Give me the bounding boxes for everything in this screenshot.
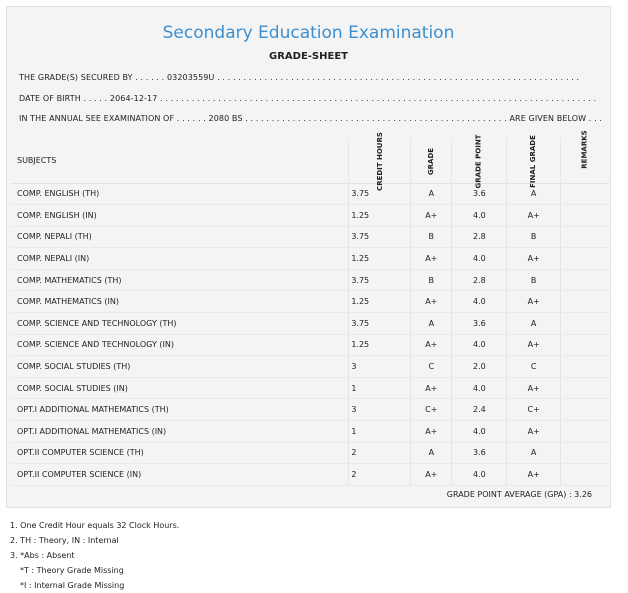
table-row [11,421,609,443]
credit-hours-cell: 1 [349,377,411,399]
subject-cell: COMP. NEPALI (IN) [11,248,349,270]
grade-point-cell: 4.0 [452,248,507,270]
footnotes [10,518,179,593]
remarks-cell [561,377,609,399]
credit-hours-cell: 1.25 [349,291,411,313]
subject-cell: COMP. SOCIAL STUDIES (IN) [11,377,349,399]
grade-point-cell: 4.0 [452,334,507,356]
grade-point-cell: 4.0 [452,291,507,313]
header-grade: GRADE [426,147,435,175]
table-row [11,313,609,335]
final-grade-cell: A [507,183,561,205]
grade-cell: A [411,313,452,335]
table-row [11,226,609,248]
header-final-grade: FINAL GRADE [529,134,538,188]
grade-point-cell: 4.0 [452,421,507,443]
final-grade-cell: B [507,226,561,248]
grade-cell: C+ [411,399,452,421]
grade-point-cell: 4.0 [452,205,507,227]
remarks-cell [561,313,609,335]
remarks-cell [561,334,609,356]
student-symbol-line: THE GRADE(S) SECURED BY . . . . . . 03203559U . . . . . . . . . . . . . . . . . . . . . . . . . . . . . . . . . . . . . . . . . . . . . . . . . . . . . . . . . . . . . . . . . . . . . [19,73,580,82]
subject-cell: OPT.I ADDITIONAL MATHEMATICS (TH) [11,399,349,421]
grade-cell: A+ [411,377,452,399]
grade-cell: A+ [411,464,452,486]
subject-cell: COMP. SCIENCE AND TECHNOLOGY (TH) [11,313,349,335]
remarks-cell [561,183,609,205]
grade-cell: B [411,269,452,291]
final-grade-cell: A [507,442,561,464]
remarks-cell [561,356,609,378]
grades-table [11,130,609,486]
grade-cell: A+ [411,334,452,356]
table-row [11,442,609,464]
remarks-cell [561,248,609,270]
subject-cell: OPT.I ADDITIONAL MATHEMATICS (IN) [11,421,349,443]
grade-cell: A [411,183,452,205]
table-row [11,377,609,399]
header-credit-hours: CREDIT HOURS [376,131,385,191]
final-grade-cell: A+ [507,205,561,227]
credit-hours-cell: 3.75 [349,226,411,248]
table-row [11,248,609,270]
note-item: 3. *Abs : Absent [10,551,75,560]
credit-hours-cell: 1.25 [349,248,411,270]
header-subjects: SUBJECTS [11,138,349,183]
subject-cell: COMP. ENGLISH (IN) [11,205,349,227]
remarks-cell [561,205,609,227]
grade-point-cell: 3.6 [452,183,507,205]
date-of-birth-line: DATE OF BIRTH . . . . . 2064-12-17 . . . . . . . . . . . . . . . . . . . . . . . . . . . . . . . . . . . . . . . . . . . . . . . . . . . . . . . . . . . . . . . . . . . . . . . . . . . . . . . . . . . [19,94,597,103]
remarks-cell [561,399,609,421]
grade-point-cell: 2.8 [452,226,507,248]
subject-cell: COMP. SCIENCE AND TECHNOLOGY (IN) [11,334,349,356]
grade-cell: A+ [411,205,452,227]
table-row [11,334,609,356]
final-grade-cell: C+ [507,399,561,421]
grade-point-cell: 4.0 [452,464,507,486]
remarks-cell [561,464,609,486]
note-item: 1. One Credit Hour equals 32 Clock Hours. [10,521,180,530]
grade-sheet-heading: GRADE-SHEET [269,51,348,62]
table-row [11,183,609,205]
final-grade-cell: A+ [507,291,561,313]
note-item: 2. TH : Theory, IN : Internal [10,536,119,545]
credit-hours-cell: 2 [349,442,411,464]
final-grade-cell: A+ [507,248,561,270]
grade-cell: A+ [411,421,452,443]
credit-hours-cell: 3 [349,356,411,378]
grade-cell: A+ [411,248,452,270]
final-grade-cell: C [507,356,561,378]
grade-cell: B [411,226,452,248]
grade-point-cell: 2.4 [452,399,507,421]
table-header-row [11,138,609,183]
grade-point-cell: 2.8 [452,269,507,291]
table-row [11,205,609,227]
grade-cell: C [411,356,452,378]
note-item: *T : Theory Grade Missing [20,566,124,575]
credit-hours-cell: 2 [349,464,411,486]
header-remarks: REMARKS [580,130,589,169]
credit-hours-cell: 1.25 [349,334,411,356]
final-grade-cell: A+ [507,377,561,399]
table-row [11,464,609,486]
grade-sheet [6,6,611,508]
subject-cell: OPT.II COMPUTER SCIENCE (IN) [11,464,349,486]
remarks-cell [561,269,609,291]
grade-point-cell: 2.0 [452,356,507,378]
subject-cell: COMP. SOCIAL STUDIES (TH) [11,356,349,378]
grade-point-cell: 3.6 [452,442,507,464]
credit-hours-cell: 3.75 [349,183,411,205]
table-row [11,356,609,378]
remarks-cell [561,421,609,443]
gpa-summary: GRADE POINT AVERAGE (GPA) : 3.26 [446,490,592,499]
final-grade-cell: B [507,269,561,291]
subject-cell: OPT.II COMPUTER SCIENCE (TH) [11,442,349,464]
credit-hours-cell: 1 [349,421,411,443]
credit-hours-cell: 3.75 [349,313,411,335]
final-grade-cell: A [507,313,561,335]
subject-cell: COMP. MATHEMATICS (IN) [11,291,349,313]
table-row [11,291,609,313]
subject-cell: COMP. ENGLISH (TH) [11,183,349,205]
exam-year-line: IN THE ANNUAL SEE EXAMINATION OF . . . . . . 2080 BS . . . . . . . . . . . . . . . . . . . . . . . . . . . . . . . . . . . . . . . . . . . . . . . . . . ARE GIVEN BELOW . . . [19,114,603,123]
final-grade-cell: A+ [507,334,561,356]
subject-cell: COMP. NEPALI (TH) [11,226,349,248]
credit-hours-cell: 3.75 [349,269,411,291]
final-grade-cell: A+ [507,464,561,486]
table-row [11,399,609,421]
grade-point-cell: 4.0 [452,377,507,399]
remarks-cell [561,291,609,313]
grade-cell: A+ [411,291,452,313]
grade-cell: A [411,442,452,464]
credit-hours-cell: 1.25 [349,205,411,227]
header-grade-point: GRADE POINT [474,134,483,189]
remarks-cell [561,226,609,248]
exam-title: Secondary Education Examination [162,23,455,43]
subject-cell: COMP. MATHEMATICS (TH) [11,269,349,291]
note-item: *I : Internal Grade Missing [20,581,125,590]
grade-point-cell: 3.6 [452,313,507,335]
credit-hours-cell: 3 [349,399,411,421]
remarks-cell [561,442,609,464]
table-row [11,269,609,291]
final-grade-cell: A+ [507,421,561,443]
